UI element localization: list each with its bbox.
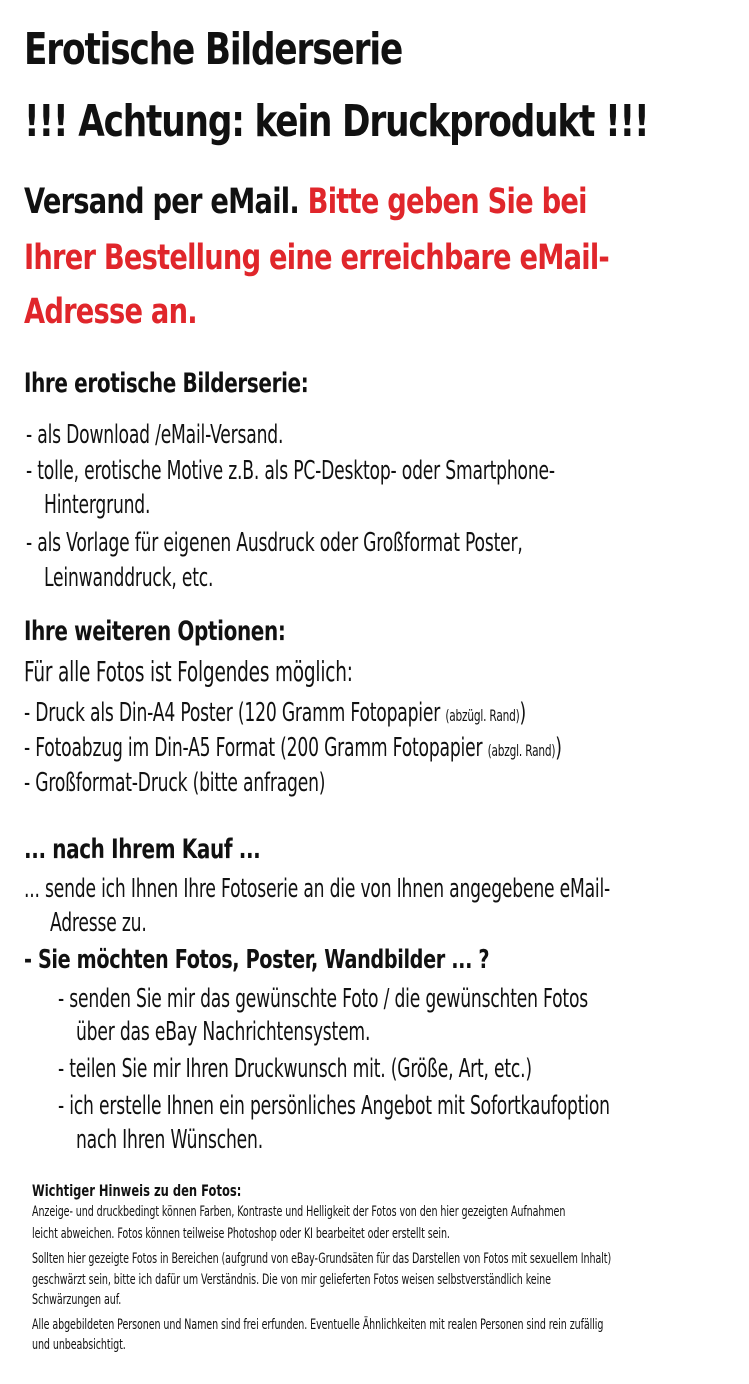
notice-line-4: geschwärzt sein, bitte ich dafür um Verständnis. Die von mir gelieferten Fotos weisen selbstverständlich keine: [32, 1272, 551, 1288]
after-step-3: - ich erstelle Ihnen ein persönliches Angebot mit Sofortkaufoption: [58, 1091, 610, 1121]
after-line-2: Adresse zu.: [50, 908, 147, 938]
options-item-a5-text: - Fotoabzug im Din-A5 Format (200 Gramm Fotopapier: [24, 733, 488, 763]
after-step-1: - senden Sie mir das gewünschte Foto / die gewünschten Fotos: [58, 984, 589, 1014]
options-item-a4-text: - Druck als Din-A4 Poster (120 Gramm Fotopapier: [24, 698, 446, 728]
shipping-line-1: [24, 182, 587, 222]
series-item-2-cont: Hintergrund.: [44, 490, 151, 520]
shipping-line-3: Adresse an.: [24, 292, 197, 332]
notice-line-6: Alle abgebildeten Personen und Namen sind frei erfunden. Eventuelle Ähnlichkeiten mit realen Personen sind rein zufällig: [32, 1317, 604, 1333]
shipping-red-text-1: Bitte geben Sie bei: [307, 182, 587, 222]
notice-line-3: Sollten hier gezeigte Fotos in Bereichen (aufgrund von eBay-Grundsäten für das Darstellen von Fotos mit sexuellem Inhalt): [32, 1251, 612, 1267]
options-item-large: - Großformat-Druck (bitte anfragen): [24, 768, 326, 798]
shipping-line-2: Ihrer Bestellung eine erreichbare eMail-: [24, 238, 609, 278]
after-question: - Sie möchten Fotos, Poster, Wandbilder ... ?: [24, 945, 490, 975]
options-intro: Für alle Fotos ist Folgendes möglich:: [24, 655, 353, 688]
series-item-3: - als Vorlage für eigenen Ausdruck oder Großformat Poster,: [26, 528, 523, 558]
title-line-1: Erotische Bilderserie: [24, 24, 403, 75]
shipping-black-text: Versand per eMail.: [24, 182, 299, 222]
options-item-a5-end: ): [555, 733, 562, 763]
options-item-a4: [24, 698, 526, 728]
after-step-1-cont: über das eBay Nachrichtensystem.: [76, 1017, 371, 1047]
after-line-1: ... sende ich Ihnen Ihre Fotoserie an die von Ihnen angegebene eMail-: [24, 874, 611, 904]
notice-line-2: leicht abweichen. Fotos können teilweise Photoshop oder KI bearbeitet oder erstellt sein.: [32, 1226, 450, 1242]
series-item-3-cont: Leinwanddruck, etc.: [44, 563, 214, 593]
options-heading: Ihre weiteren Optionen:: [24, 616, 286, 647]
notice-line-5: Schwärzungen auf.: [32, 1292, 122, 1308]
after-step-3-cont: nach Ihren Wünschen.: [76, 1125, 263, 1155]
series-heading: Ihre erotische Bilderserie:: [24, 368, 309, 399]
notice-line-7: und unbeabsichtigt.: [32, 1337, 126, 1353]
options-item-a4-small: (abzügl. Rand): [445, 706, 520, 725]
title-line-2: !!! Achtung: kein Druckprodukt !!!: [24, 96, 649, 147]
options-item-a4-end: ): [519, 698, 527, 728]
notice-line-1: Anzeige- und druckbedingt können Farben, Kontraste und Helligkeit der Fotos von den hier gezeigten Aufnahmen: [32, 1204, 566, 1220]
after-step-2: - teilen Sie mir Ihren Druckwunsch mit. (Größe, Art, etc.): [58, 1054, 532, 1084]
series-item-1: - als Download /eMail-Versand.: [26, 420, 284, 450]
options-item-a5: [24, 733, 562, 763]
options-item-a5-small: (abzgl. Rand): [487, 741, 556, 760]
notice-heading: Wichtiger Hinweis zu den Fotos:: [32, 1181, 242, 1200]
series-item-2: - tolle, erotische Motive z.B. als PC-Desktop- oder Smartphone-: [26, 456, 555, 486]
after-heading: ... nach Ihrem Kauf ...: [24, 834, 261, 865]
